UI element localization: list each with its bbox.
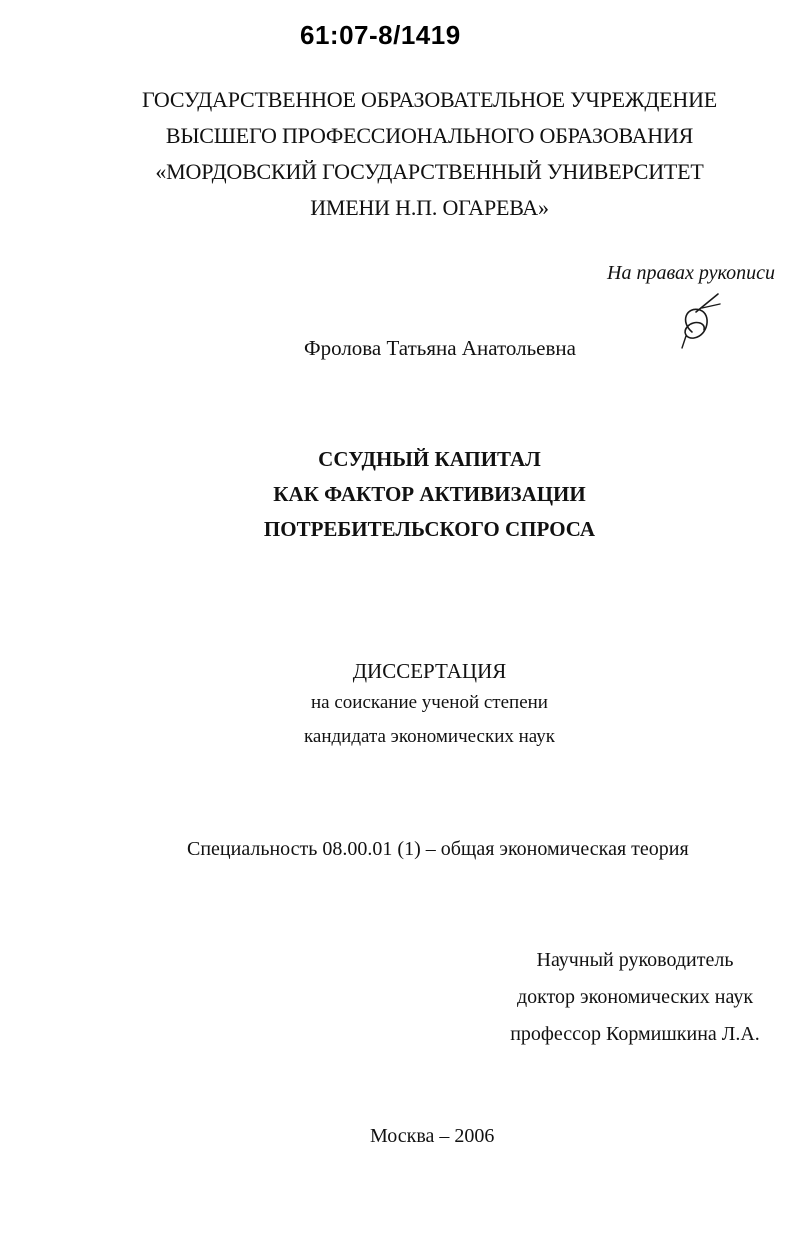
supervisor-degree: доктор экономических наук <box>516 986 754 1008</box>
supervisor-name: профессор Кормишкина Л.А. <box>510 1023 760 1045</box>
dissertation-type: ДИССЕРТАЦИЯ <box>352 659 507 683</box>
city-year: Москва – 2006 <box>370 1125 495 1147</box>
handwritten-signature <box>672 292 732 354</box>
supervisor-block <box>505 942 765 1053</box>
dissertation-purpose: на соискание ученой степени <box>311 692 548 713</box>
title-line: ПОТРЕБИТЕЛЬСКОГО СПРОСА <box>263 517 596 541</box>
title-line: КАК ФАКТОР АКТИВИЗАЦИИ <box>273 482 586 506</box>
institution-line: ВЫСШЕГО ПРОФЕССИОНАЛЬНОГО ОБРАЗОВАНИЯ <box>165 123 694 148</box>
institution-line: ГОСУДАРСТВЕННОЕ ОБРАЗОВАТЕЛЬНОЕ УЧРЕЖДЕНИЕ <box>141 87 718 112</box>
dissertation-degree: кандидата экономических наук <box>303 726 556 747</box>
institution-line: ИМЕНИ Н.П. ОГАРЕВА» <box>310 195 549 220</box>
supervisor-role: Научный руководитель <box>536 949 734 971</box>
archive-stamp-number: 61:07-8/1419 <box>300 20 461 50</box>
institution-line: «МОРДОВСКИЙ ГОСУДАРСТВЕННЫЙ УНИВЕРСИТЕТ <box>155 159 704 184</box>
title-line: ССУДНЫЙ КАПИТАЛ <box>318 447 541 471</box>
dissertation-info <box>30 656 799 754</box>
author-name: Фролова Татьяна Анатольевна <box>304 336 576 360</box>
institution-header <box>30 82 799 226</box>
specialty-line: Специальность 08.00.01 (1) – общая экономическая теория <box>187 838 689 860</box>
manuscript-rights-note: На правах рукописи <box>607 262 775 284</box>
dissertation-title <box>30 442 799 547</box>
